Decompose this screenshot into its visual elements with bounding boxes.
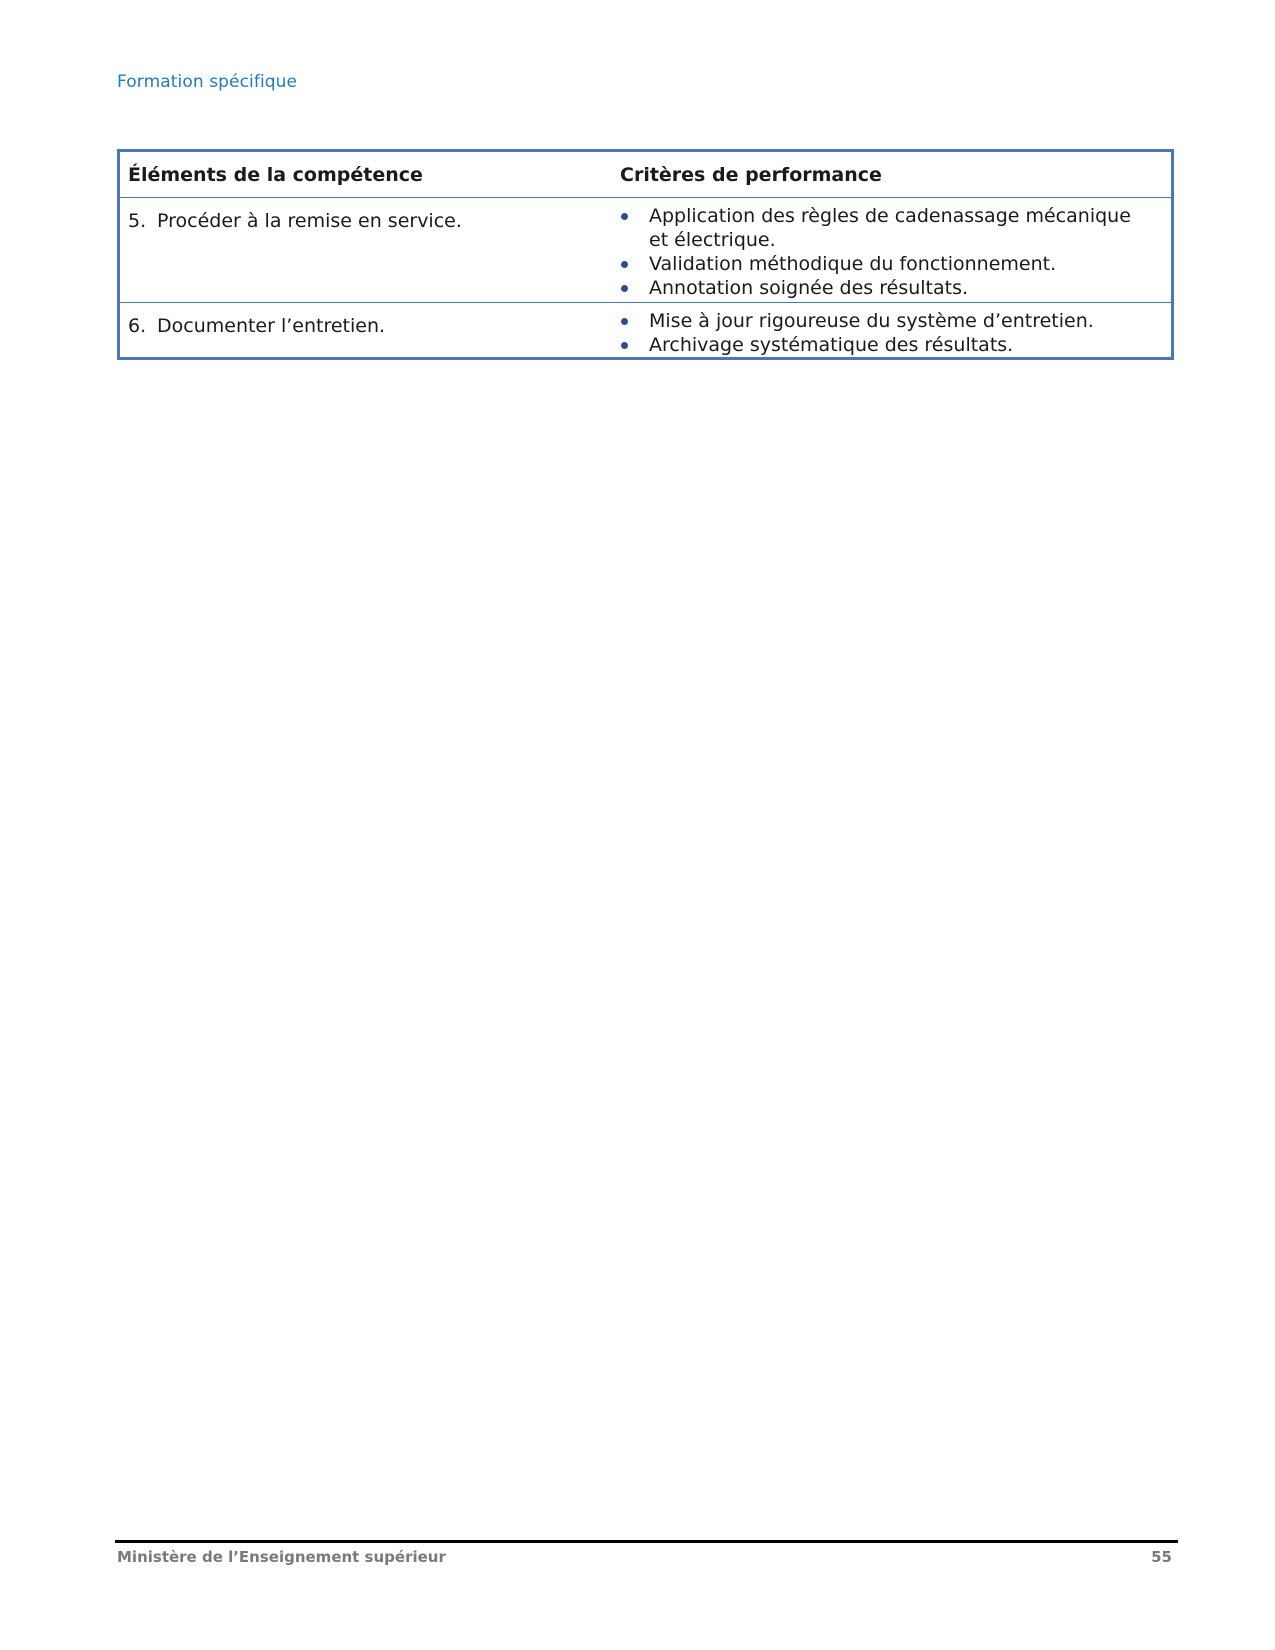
table-header-row <box>120 152 1171 197</box>
criterion-text: Annotation soignée des résultats. <box>649 277 969 299</box>
bullet-icon <box>621 261 628 268</box>
element-number: 6. <box>128 315 147 337</box>
list-item <box>620 333 1171 357</box>
footer-publisher: Ministère de l’Enseignement supérieur <box>117 1548 446 1566</box>
bullet-icon <box>621 285 628 292</box>
criteria-list <box>620 198 1171 300</box>
competence-table <box>117 149 1174 360</box>
bullet-icon <box>621 213 628 220</box>
running-header: Formation spécifique <box>117 72 298 92</box>
criterion-text: Validation méthodique du fonctionnement. <box>649 253 1057 275</box>
criterion-text: Archivage systématique des résultats. <box>649 334 1014 356</box>
column-header-criteria: Critères de performance <box>620 163 882 186</box>
element-number: 5. <box>128 210 147 232</box>
element-cell <box>120 303 620 357</box>
list-item <box>620 309 1171 333</box>
column-header-elements: Éléments de la compétence <box>128 163 423 186</box>
page-number: 55 <box>1151 1548 1172 1566</box>
element-text: Procéder à la remise en service. <box>157 210 462 232</box>
criteria-list <box>620 303 1171 357</box>
table-row <box>120 302 1171 357</box>
element-cell <box>120 198 620 302</box>
list-item <box>620 276 1171 300</box>
bullet-icon <box>621 318 628 325</box>
criteria-cell <box>620 303 1171 357</box>
bullet-icon <box>621 342 628 349</box>
criteria-cell <box>620 198 1171 302</box>
element-text: Documenter l’entretien. <box>157 315 386 337</box>
list-item <box>620 204 1171 252</box>
criterion-text: Application des règles de cadenassage mécanique et électrique. <box>649 205 1131 251</box>
list-item <box>620 252 1171 276</box>
table-row <box>120 197 1171 302</box>
footer-divider <box>115 1540 1178 1543</box>
criterion-text: Mise à jour rigoureuse du système d’entretien. <box>649 310 1094 332</box>
